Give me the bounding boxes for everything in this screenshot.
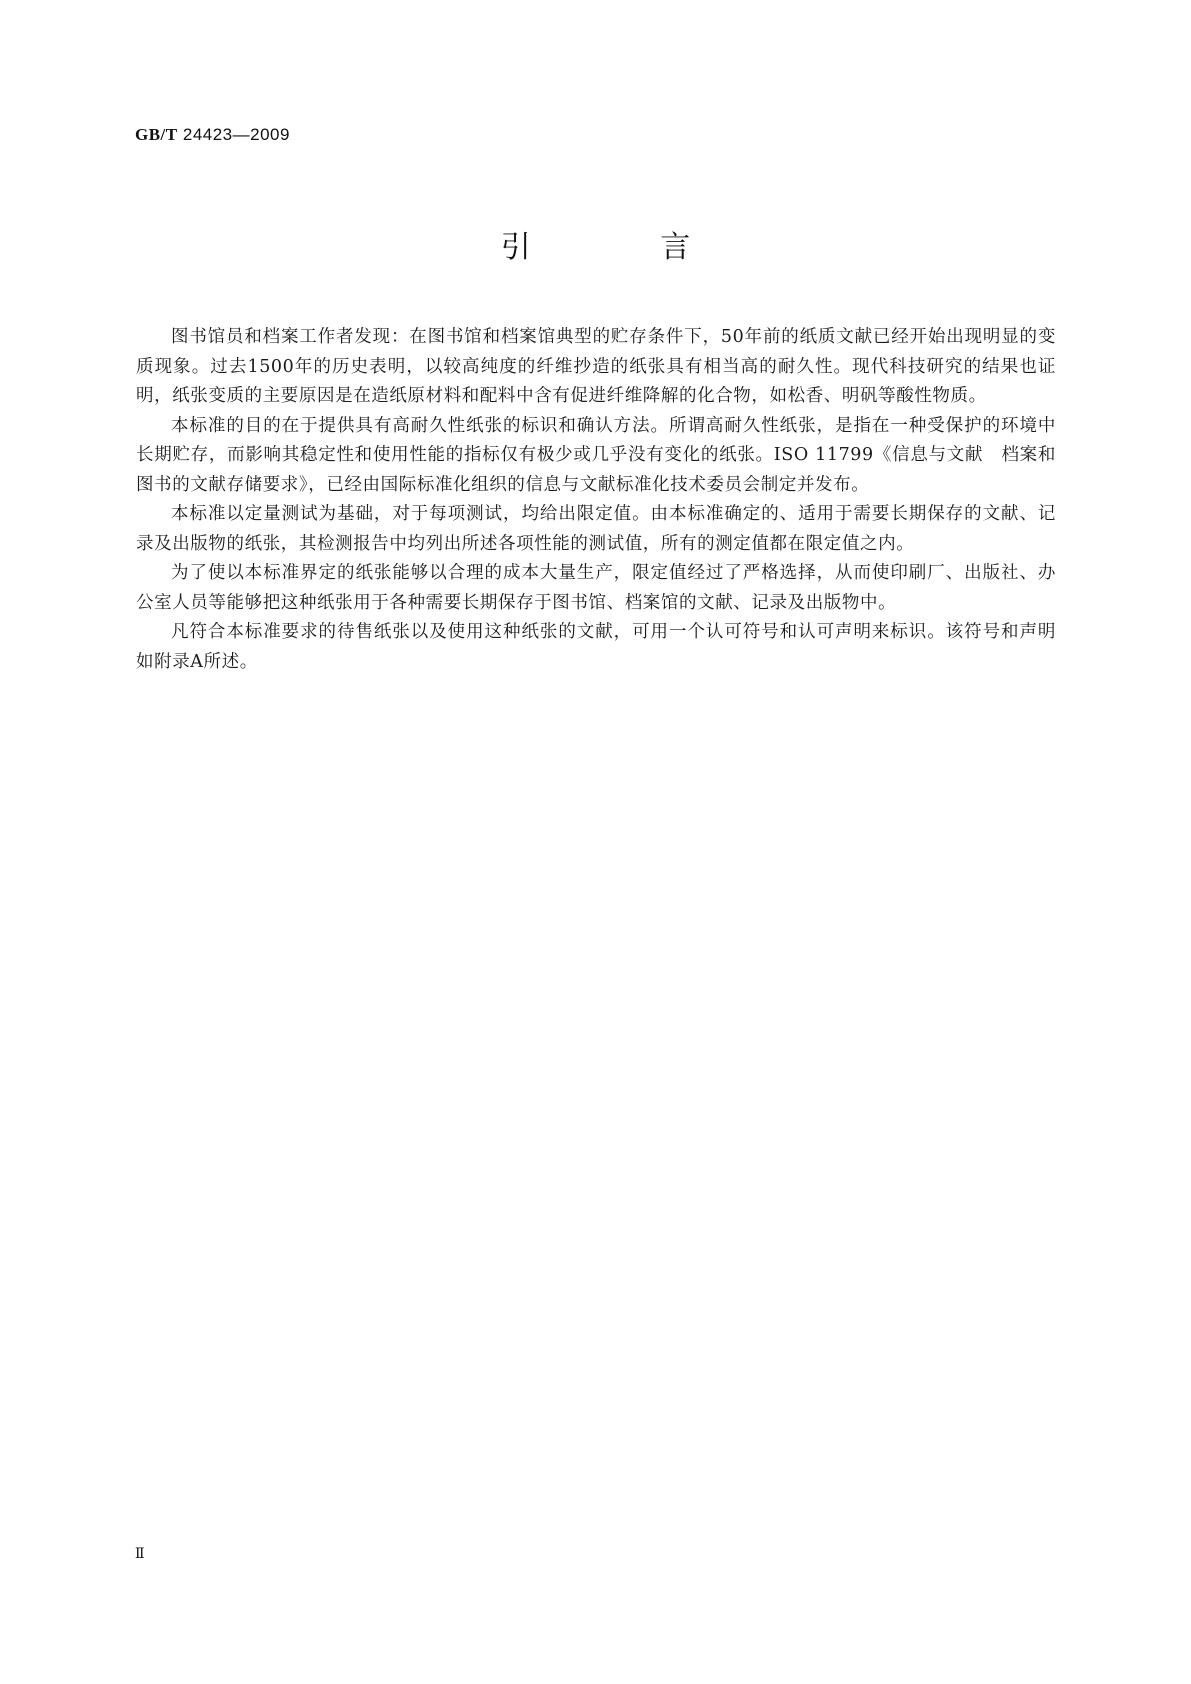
body-text	[136, 323, 1056, 677]
paragraph: 凡符合本标准要求的待售纸张以及使用这种纸张的文献，可用一个认可符号和认可声明来标识。该符号和声明如附录A所述。	[136, 622, 1056, 672]
section-title: 引 言	[500, 230, 751, 265]
page-number: Ⅱ	[135, 1546, 145, 1562]
standard-prefix: GB/T	[135, 125, 178, 144]
paragraph: 图书馆员和档案工作者发现：在图书馆和档案馆典型的贮存条件下，50年前的纸质文献已经开始出现明显的变质现象。过去1500年的历史表明，以较高纯度的纤维抄造的纸张具有相当高的耐久性。现代科技研究的结果也证明，纸张变质的主要原因是在造纸原材料和配料中含有促进纤维降解的化合物，如松香、明矾等酸性物质。	[136, 327, 1056, 406]
paragraph: 本标准以定量测试为基础，对于每项测试，均给出限定值。由本标准确定的、适用于需要长期保存的文献、记录及出版物的纸张，其检测报告中均列出所述各项性能的测试值，所有的测定值都在限定值之内。	[136, 504, 1056, 554]
standard-number: 24423—2009	[182, 125, 290, 144]
standard-code	[135, 125, 290, 145]
paragraph: 本标准的目的在于提供具有高耐久性纸张的标识和确认方法。所谓高耐久性纸张，是指在一种受保护的环境中长期贮存，而影响其稳定性和使用性能的指标仅有极少或几乎没有变化的纸张。ISO 11799《信息与文献 档案和图书的文献存储要求》，已经由国际标准化组织的信息与文献标准化技术委员会制定并发布。	[136, 415, 1056, 495]
paragraph: 为了使以本标准界定的纸张能够以合理的成本大量生产，限定值经过了严格选择，从而使印刷厂、出版社、办公室人员等能够把这种纸张用于各种需要长期保存于图书馆、档案馆的文献、记录及出版物中。	[136, 563, 1056, 613]
